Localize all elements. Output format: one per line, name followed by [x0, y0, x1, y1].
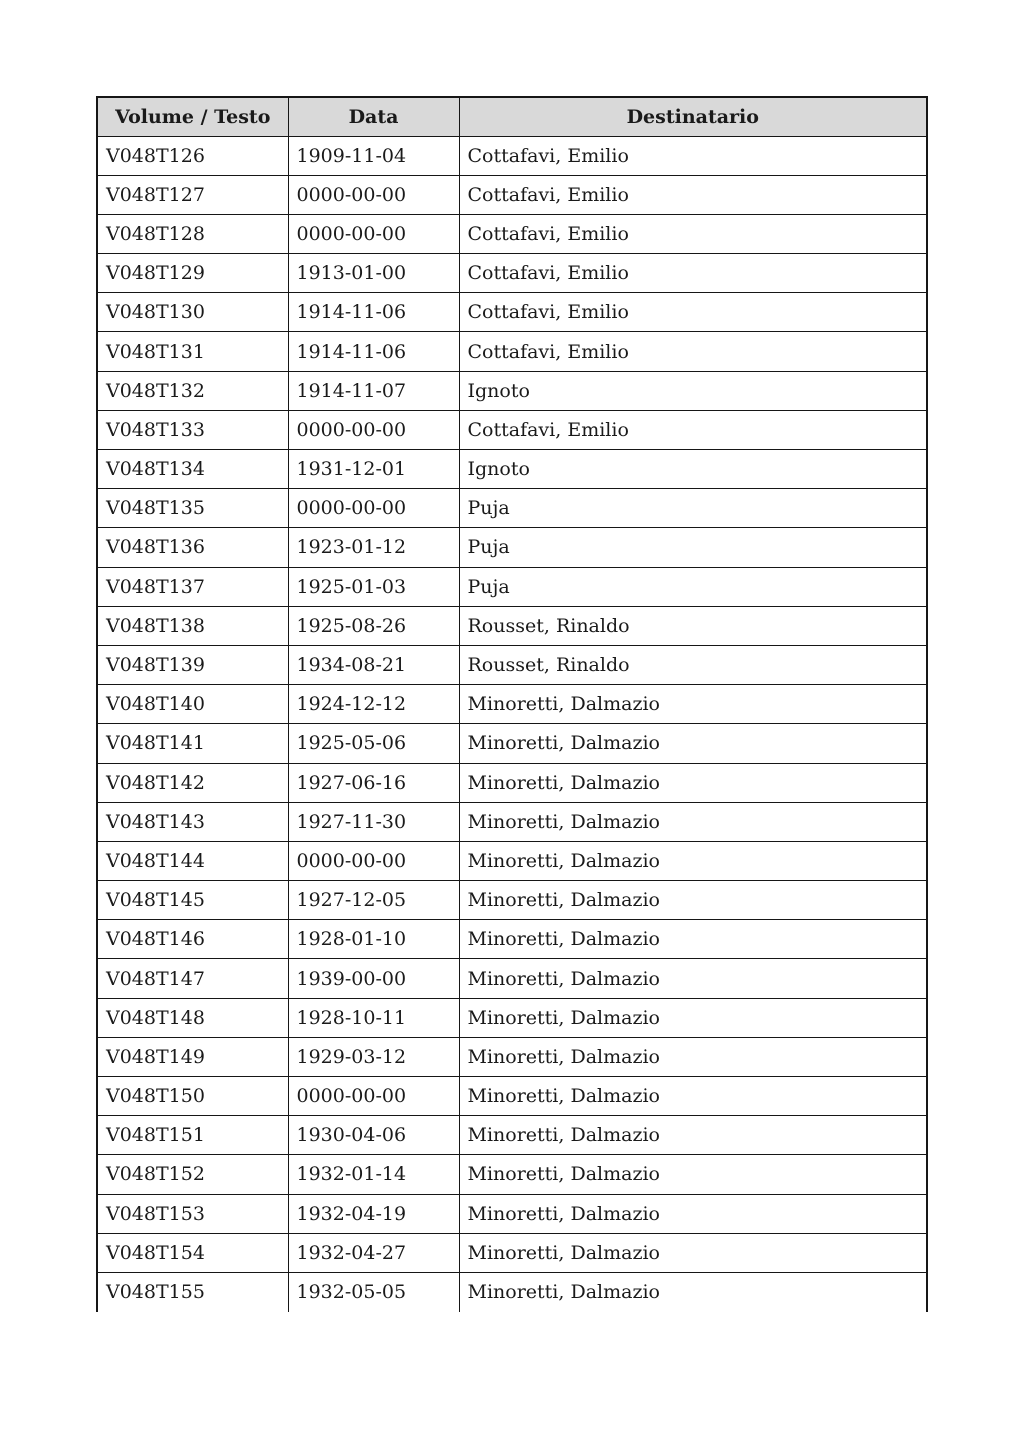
cell-volume-testo: V048T135 [97, 489, 288, 528]
cell-data: 0000-00-00 [288, 175, 459, 214]
cell-data: 0000-00-00 [288, 1077, 459, 1116]
table-row [97, 1194, 927, 1233]
cell-data: 1934-08-21 [288, 645, 459, 684]
cell-data: 1927-11-30 [288, 802, 459, 841]
cell-volume-testo: V048T132 [97, 371, 288, 410]
cell-data: 1930-04-06 [288, 1116, 459, 1155]
cell-data: 1925-05-06 [288, 724, 459, 763]
table-body [97, 136, 927, 1312]
table-header-row [97, 97, 927, 136]
cell-volume-testo: V048T129 [97, 254, 288, 293]
cell-data: 0000-00-00 [288, 410, 459, 449]
cell-destinatario: Minoretti, Dalmazio [459, 1272, 927, 1311]
column-header-volume-testo: Volume / Testo [97, 97, 288, 136]
cell-data: 1932-04-27 [288, 1233, 459, 1272]
column-header-data: Data [288, 97, 459, 136]
cell-destinatario: Minoretti, Dalmazio [459, 1155, 927, 1194]
cell-data: 1932-05-05 [288, 1272, 459, 1311]
cell-destinatario: Minoretti, Dalmazio [459, 998, 927, 1037]
cell-destinatario: Cottafavi, Emilio [459, 410, 927, 449]
table-row [97, 450, 927, 489]
cell-destinatario: Ignoto [459, 450, 927, 489]
cell-data: 1929-03-12 [288, 1037, 459, 1076]
cell-destinatario: Puja [459, 567, 927, 606]
table-row [97, 528, 927, 567]
cell-volume-testo: V048T143 [97, 802, 288, 841]
table-row [97, 724, 927, 763]
table-row [97, 489, 927, 528]
table-row [97, 136, 927, 175]
cell-volume-testo: V048T139 [97, 645, 288, 684]
cell-destinatario: Cottafavi, Emilio [459, 332, 927, 371]
cell-volume-testo: V048T126 [97, 136, 288, 175]
cell-data: 1932-01-14 [288, 1155, 459, 1194]
cell-volume-testo: V048T149 [97, 1037, 288, 1076]
cell-destinatario: Minoretti, Dalmazio [459, 1194, 927, 1233]
table-row [97, 410, 927, 449]
table-row [97, 175, 927, 214]
table-row [97, 1116, 927, 1155]
cell-destinatario: Puja [459, 528, 927, 567]
cell-volume-testo: V048T140 [97, 685, 288, 724]
cell-destinatario: Minoretti, Dalmazio [459, 724, 927, 763]
cell-volume-testo: V048T145 [97, 881, 288, 920]
table-row [97, 1155, 927, 1194]
cell-destinatario: Cottafavi, Emilio [459, 293, 927, 332]
cell-data: 1939-00-00 [288, 959, 459, 998]
cell-volume-testo: V048T154 [97, 1233, 288, 1272]
cell-volume-testo: V048T141 [97, 724, 288, 763]
cell-volume-testo: V048T142 [97, 763, 288, 802]
cell-data: 1927-06-16 [288, 763, 459, 802]
table-row [97, 959, 927, 998]
cell-volume-testo: V048T150 [97, 1077, 288, 1116]
cell-volume-testo: V048T138 [97, 606, 288, 645]
cell-data: 1913-01-00 [288, 254, 459, 293]
cell-volume-testo: V048T146 [97, 920, 288, 959]
cell-volume-testo: V048T147 [97, 959, 288, 998]
cell-volume-testo: V048T152 [97, 1155, 288, 1194]
cell-data: 0000-00-00 [288, 489, 459, 528]
cell-destinatario: Minoretti, Dalmazio [459, 1116, 927, 1155]
table-row [97, 998, 927, 1037]
cell-data: 1923-01-12 [288, 528, 459, 567]
cell-destinatario: Cottafavi, Emilio [459, 214, 927, 253]
cell-destinatario: Minoretti, Dalmazio [459, 881, 927, 920]
table-row [97, 293, 927, 332]
cell-data: 0000-00-00 [288, 214, 459, 253]
cell-destinatario: Minoretti, Dalmazio [459, 1233, 927, 1272]
cell-destinatario: Minoretti, Dalmazio [459, 763, 927, 802]
cell-volume-testo: V048T148 [97, 998, 288, 1037]
table-row [97, 763, 927, 802]
document-page [96, 96, 926, 1312]
cell-volume-testo: V048T131 [97, 332, 288, 371]
table-row [97, 685, 927, 724]
table-row [97, 1272, 927, 1311]
cell-volume-testo: V048T130 [97, 293, 288, 332]
cell-data: 1914-11-06 [288, 293, 459, 332]
cell-data: 1927-12-05 [288, 881, 459, 920]
cell-destinatario: Minoretti, Dalmazio [459, 1037, 927, 1076]
cell-destinatario: Minoretti, Dalmazio [459, 685, 927, 724]
table-row [97, 645, 927, 684]
table-row [97, 254, 927, 293]
cell-volume-testo: V048T133 [97, 410, 288, 449]
table-row [97, 1037, 927, 1076]
cell-data: 1928-10-11 [288, 998, 459, 1037]
cell-data: 1909-11-04 [288, 136, 459, 175]
cell-destinatario: Cottafavi, Emilio [459, 254, 927, 293]
cell-data: 1925-08-26 [288, 606, 459, 645]
cell-data: 1932-04-19 [288, 1194, 459, 1233]
cell-destinatario: Cottafavi, Emilio [459, 136, 927, 175]
cell-volume-testo: V048T153 [97, 1194, 288, 1233]
table-row [97, 332, 927, 371]
cell-volume-testo: V048T155 [97, 1272, 288, 1311]
table-row [97, 881, 927, 920]
table-row [97, 567, 927, 606]
table-row [97, 606, 927, 645]
cell-volume-testo: V048T128 [97, 214, 288, 253]
cell-destinatario: Minoretti, Dalmazio [459, 920, 927, 959]
table-row [97, 841, 927, 880]
cell-destinatario: Minoretti, Dalmazio [459, 959, 927, 998]
cell-volume-testo: V048T144 [97, 841, 288, 880]
cell-volume-testo: V048T136 [97, 528, 288, 567]
cell-data: 0000-00-00 [288, 841, 459, 880]
cell-destinatario: Minoretti, Dalmazio [459, 802, 927, 841]
table-row [97, 1233, 927, 1272]
cell-destinatario: Rousset, Rinaldo [459, 645, 927, 684]
cell-data: 1925-01-03 [288, 567, 459, 606]
cell-data: 1931-12-01 [288, 450, 459, 489]
cell-destinatario: Minoretti, Dalmazio [459, 841, 927, 880]
table-row [97, 371, 927, 410]
cell-destinatario: Rousset, Rinaldo [459, 606, 927, 645]
cell-volume-testo: V048T137 [97, 567, 288, 606]
cell-destinatario: Minoretti, Dalmazio [459, 1077, 927, 1116]
cell-volume-testo: V048T151 [97, 1116, 288, 1155]
cell-volume-testo: V048T134 [97, 450, 288, 489]
cell-destinatario: Ignoto [459, 371, 927, 410]
column-header-destinatario: Destinatario [459, 97, 927, 136]
cell-data: 1914-11-06 [288, 332, 459, 371]
table-row [97, 214, 927, 253]
cell-data: 1928-01-10 [288, 920, 459, 959]
table-row [97, 920, 927, 959]
cell-destinatario: Puja [459, 489, 927, 528]
table-row [97, 1077, 927, 1116]
cell-data: 1914-11-07 [288, 371, 459, 410]
table-row [97, 802, 927, 841]
records-table [96, 96, 928, 1312]
cell-destinatario: Cottafavi, Emilio [459, 175, 927, 214]
cell-volume-testo: V048T127 [97, 175, 288, 214]
cell-data: 1924-12-12 [288, 685, 459, 724]
